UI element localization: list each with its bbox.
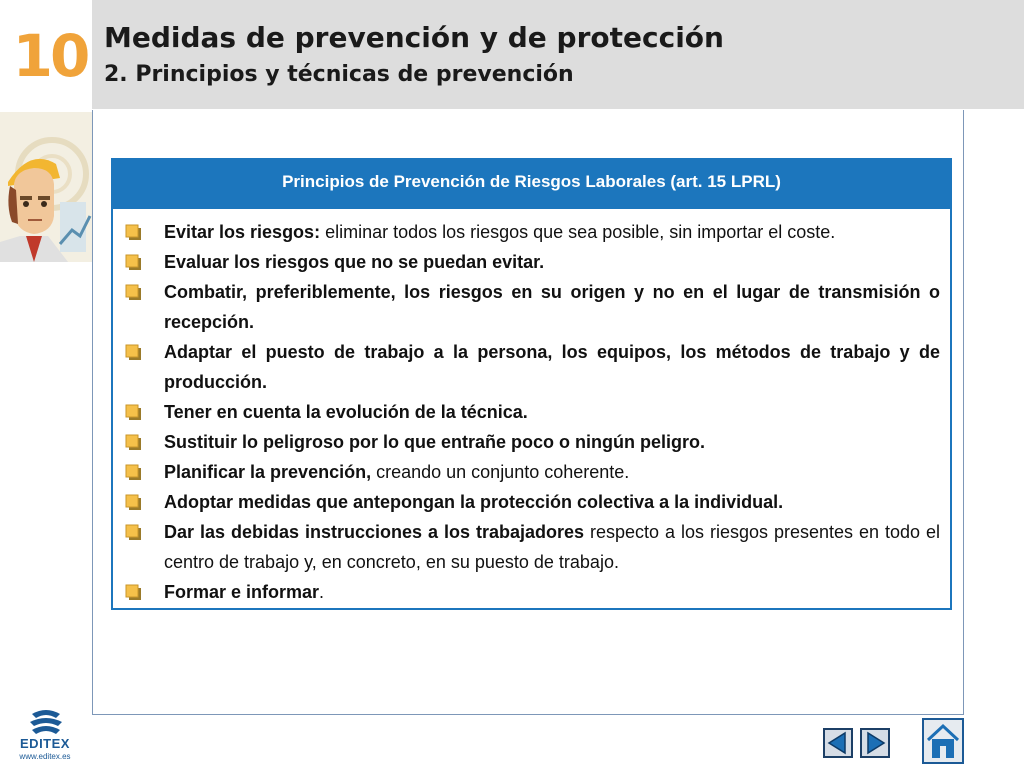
home-button[interactable]: [922, 718, 964, 764]
principle-bold-text: Evitar los riesgos:: [164, 222, 321, 242]
page-subtitle: 2. Principios y técnicas de prevención: [104, 62, 574, 87]
principle-item: [123, 277, 940, 337]
checkbox-bullet-icon: [125, 404, 142, 421]
logo-wordmark: EDITEX: [20, 736, 70, 751]
principle-item: [123, 487, 940, 517]
arrow-left-icon: [823, 728, 853, 758]
next-slide-button[interactable]: [860, 728, 890, 758]
principle-bold-text: Formar e informar: [164, 582, 320, 602]
principle-bold-text: Dar las debidas instrucciones a los trabajadores: [164, 522, 584, 542]
checkbox-bullet-icon: [125, 344, 142, 361]
chapter-number: 10: [12, 22, 88, 90]
checkbox-bullet-icon: [125, 584, 142, 601]
checkbox-bullet-icon: [125, 254, 142, 271]
checkbox-bullet-icon: [125, 464, 142, 481]
checkbox-bullet-icon: [125, 524, 142, 541]
checkbox-bullet-icon: [125, 284, 142, 301]
checkbox-bullet-icon: [125, 224, 142, 241]
arrow-right-icon: [860, 728, 890, 758]
principle-bold-text: Planificar la prevención,: [164, 462, 372, 482]
principles-box: [111, 158, 952, 610]
principle-bold-text: Sustituir lo peligroso por lo que entrañe poco o ningún peligro.: [164, 432, 706, 452]
principle-item: [123, 217, 940, 247]
logo-url: www.editex.es: [19, 752, 71, 761]
principle-bold-text: Tener en cuenta la evolución de la técnica.: [164, 402, 528, 422]
principle-bold-text: Evaluar los riesgos que no se puedan evitar.: [164, 252, 545, 272]
principle-item: [123, 517, 940, 577]
principle-bold-text: Combatir, preferiblemente, los riesgos en su origen y no en el lugar de transmisión o recepción.: [164, 282, 940, 332]
principle-bold-text: Adoptar medidas que antepongan la protección colectiva a la individual.: [164, 492, 784, 512]
principle-text: .: [319, 582, 325, 602]
principle-item: [123, 427, 940, 457]
editex-logo-icon: [10, 708, 80, 736]
previous-slide-button[interactable]: [823, 728, 853, 758]
principle-item: [123, 457, 940, 487]
principle-item: [123, 337, 940, 397]
principle-item: [123, 247, 940, 277]
home-icon: [922, 718, 964, 764]
box-heading: Principios de Prevención de Riesgos Laborales (art. 15 LPRL): [113, 160, 950, 209]
page-title: Medidas de prevención y de protección: [104, 21, 724, 54]
principle-text: eliminar todos los riesgos que sea posible, sin importar el coste.: [320, 222, 836, 242]
editex-logo: [10, 708, 80, 764]
principle-item: [123, 397, 940, 427]
worker-illustration: [0, 112, 92, 262]
checkbox-bullet-icon: [125, 434, 142, 451]
principle-item: [123, 577, 940, 607]
principle-bold-text: Adaptar el puesto de trabajo a la persona, los equipos, los métodos de trabajo y de producción.: [164, 342, 940, 392]
principle-text: respecto a los riesgos presentes en todo el centro de trabajo y, en concreto, en su puesto de trabajo.: [164, 522, 940, 572]
principle-text: creando un conjunto coherente.: [371, 462, 630, 482]
checkbox-bullet-icon: [125, 494, 142, 511]
principles-list: [113, 209, 950, 607]
